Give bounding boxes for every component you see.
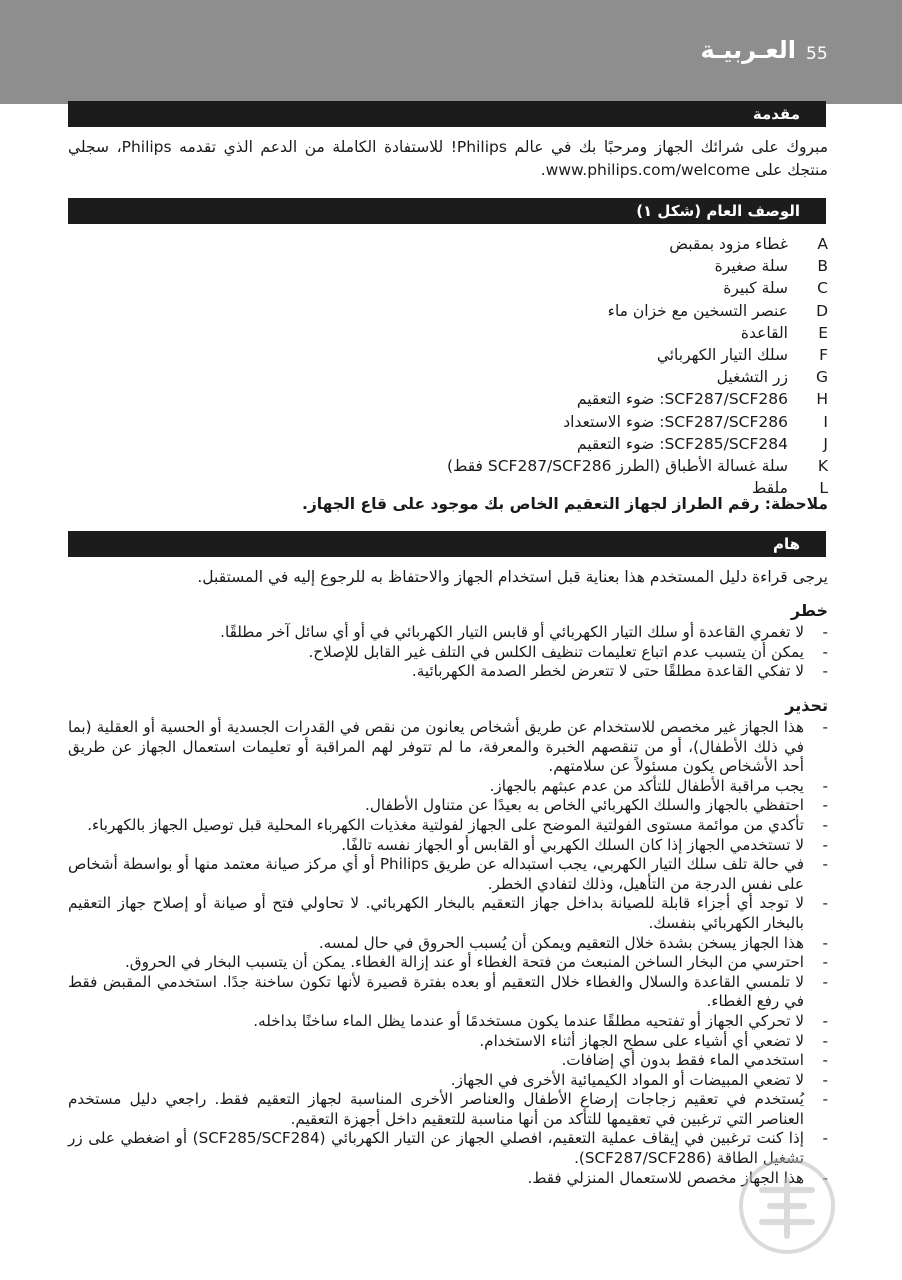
parts-list-item: J SCF285/SCF284: ضوء التعقيم bbox=[576, 434, 828, 453]
parts-list-item: C سلة كبيرة bbox=[723, 279, 828, 298]
warning-item: - لا توجد أي أجزاء قابلة للصيانة بداخل جهاز التعقيم بالبخار الكهربائي. لا تحاولي فتح أو صيانة أو إصلاح جهاز التعقيم بالبخار الكهربائي بنفسك. bbox=[68, 894, 836, 933]
danger-item: - يمكن أن يتسبب عدم اتباع تعليمات تنظيف الكلس في التلف غير القابل للإصلاح. bbox=[68, 643, 836, 663]
parts-list-item: K سلة غسالة الأطباق (الطرز SCF287/SCF286 فقط) bbox=[446, 456, 828, 475]
warning-item: - استخدمي الماء فقط بدون أي إضافات. bbox=[68, 1051, 836, 1071]
warning-list bbox=[68, 718, 836, 1188]
important-heading: هام bbox=[68, 531, 826, 557]
warning-item: - يجب مراقبة الأطفال للتأكد من عدم عبثهم بالجهاز. bbox=[68, 777, 836, 797]
warning-item: - تأكدي من موائمة مستوى الفولتية الموضح على الجهاز لفولتية مغذيات الكهرباء المحلية قبل توصيل الجهاز بالكهرباء. bbox=[68, 816, 836, 836]
page-number: 55 bbox=[806, 44, 828, 64]
warning-item: - في حالة تلف سلك التيار الكهربي، يجب استبداله عن طريق Philips أو أي مركز صيانة معتمد منها أو بواسطة أشخاص على نفس الدرجة من التأهيل، وذلك لتفادي الخطر. bbox=[68, 855, 836, 894]
parts-list-item: G زر التشغيل bbox=[716, 368, 828, 387]
parts-list-item: A غطاء مزود بمقبض bbox=[669, 235, 828, 253]
warning-item: - احتفظي بالجهاز والسلك الكهربائي الخاص به بعيدًا عن متناول الأطفال. bbox=[68, 796, 836, 816]
warning-item: - هذا الجهاز غير مخصص للاستخدام عن طريق أشخاص يعانون من نقص في القدرات الجسدية أو الحسية أو العقلية (بما في ذلك الأطفال)، أو من تنقصهم الخبرة والمعرفة، ما لم تتوفر لهم المراقبة أو تعليمات استعمال الجهاز عن طريق أحد الأشخاص يكون مسئولاً عن سلامتهم. bbox=[68, 718, 836, 777]
warning-title: تحذير bbox=[785, 696, 828, 715]
watermark-logo bbox=[732, 1150, 842, 1262]
parts-list-item: B سلة صغيرة bbox=[714, 257, 828, 276]
warning-item: - لا تلمسي القاعدة والسلال والغطاء خلال التعقيم أو بعده بفترة قصيرة لأنها تكون ساخنة جدًا. استخدمي المقبض فقط في رفع الغطاء. bbox=[68, 973, 836, 1012]
warning-item: - لا تستخدمي الجهاز إذا كان السلك الكهربي أو القابس أو الجهاز نفسه تالفًا. bbox=[68, 836, 836, 856]
warning-item: - هذا الجهاز مخصص للاستعمال المنزلي فقط. bbox=[68, 1169, 836, 1189]
warning-item: - لا تضعي أي أشياء على سطح الجهاز أثناء الاستخدام. bbox=[68, 1032, 836, 1052]
parts-list-item: F سلك التيار الكهربائي bbox=[656, 345, 828, 364]
danger-item: - لا تغمري القاعدة أو سلك التيار الكهربائي أو قابس التيار الكهربائي في أو أي سائل آخر مطلقًا. bbox=[68, 623, 836, 643]
parts-list-item: L ملقط bbox=[752, 479, 828, 498]
general-description-heading: الوصف العام (شكل ١) bbox=[68, 198, 826, 224]
warning-item: - هذا الجهاز يسخن بشدة خلال التعقيم ويمكن أن يُسبب الحروق في حال لمسه. bbox=[68, 934, 836, 954]
parts-list-item: E القاعدة bbox=[740, 323, 828, 342]
parts-list-item: I SCF287/SCF286: ضوء الاستعداد bbox=[563, 412, 828, 431]
important-intro: يرجى قراءة دليل المستخدم هذا بعناية قبل استخدام الجهاز والاحتفاظ به للرجوع إليه في المستقبل. bbox=[197, 568, 828, 586]
warning-item: - لا تضعي المبيضات أو المواد الكيميائية الأخرى في الجهاز. bbox=[68, 1071, 836, 1091]
warning-item: - لا تحركي الجهاز أو تفتحيه مطلقًا عندما يكون مستخدمًا أو عندما يظل الماء ساخنًا بداخله. bbox=[68, 1012, 836, 1032]
page-header-bar bbox=[0, 0, 902, 104]
intro-heading: مقدمة bbox=[68, 101, 826, 127]
intro-text: مبروك على شرائك الجهاز ومرحبًا بك في عالم Philips! للاستفادة الكاملة من الدعم الذي تقدمه Philips، سجلي منتجك على www.philips.com/welcome. bbox=[68, 138, 828, 179]
model-number-note: ملاحظة: رقم الطراز لجهاز التعقيم الخاص بك موجود على قاع الجهاز. bbox=[301, 495, 828, 513]
danger-list bbox=[68, 623, 836, 682]
danger-title: خطر bbox=[790, 601, 828, 620]
warning-item: - إذا كنت ترغبين في إيقاف عملية التعقيم، افصلي الجهاز عن التيار الكهربائي (SCF285/SCF284) أو اضغطي على زر تشغيل الطاقة (SCF287/SCF286). bbox=[68, 1129, 836, 1168]
parts-list-item: D عنصر التسخين مع خزان ماء bbox=[607, 301, 828, 320]
parts-list-item: H SCF287/SCF286: ضوء التعقيم bbox=[576, 390, 828, 409]
parts-list bbox=[128, 233, 828, 499]
language-title: العـربيـة bbox=[700, 36, 796, 64]
warning-item: - يُستخدم في تعقيم زجاجات إرضاع الأطفال والعناصر الأخرى المناسبة لجهاز التعقيم فقط. راجعي دليل مستخدم العناصر التي ترغبين في تعقيمها للتأكد من أنها مناسبة للتعقيم داخل أجهزة التعقيم. bbox=[68, 1090, 836, 1129]
warning-item: - احترسي من البخار الساخن المنبعث من فتحة الغطاء أو عند إزالة الغطاء. يمكن أن يتسبب البخار في الحروق. bbox=[68, 953, 836, 973]
danger-item: - لا تفكي القاعدة مطلقًا حتى لا تتعرض لخطر الصدمة الكهربائية. bbox=[68, 662, 836, 682]
